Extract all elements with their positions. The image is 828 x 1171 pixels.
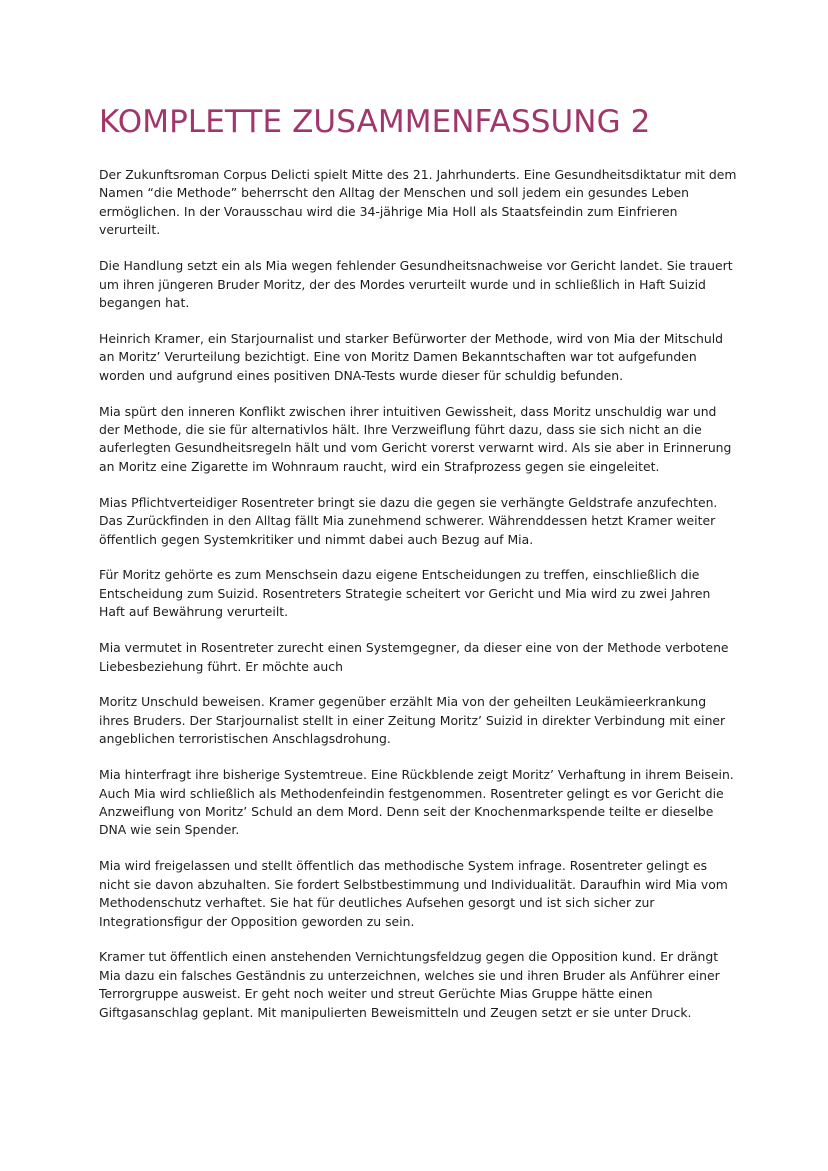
paragraph-6: Für Moritz gehörte es zum Menschsein dazu eigene Entscheidungen zu treffen, einschließlich die Entscheidung zum Suizid. Rosentreters Strategie scheitert vor Gericht und Mia wird zu zwei Jahren Haft auf Bewährung verurteilt. <box>99 567 711 620</box>
paragraph-9: Mia hinterfragt ihre bisherige Systemtreue. Eine Rückblende zeigt Moritz’ Verhaftung in ihrem Beisein. Auch Mia wird schließlich als Methodenfeindin festgenommen. Rosentreter gelingt es vor Gericht die Anzweiflung von Moritz’ Schuld an dem Mord. Denn seit der Knochenmarkspende teilte er dieselbe DNA wie sein Spender. <box>99 767 734 838</box>
paragraph-10: Mia wird freigelassen und stellt öffentlich das methodische System infrage. Rosentreter gelingt es nicht sie davon abzuhalten. Sie fordert Selbstbestimmung und Individualität. Daraufhin wird Mia vom Methodenschutz verhaftet. Sie hat für deutliches Aufsehen gesorgt und ist sich sicher zur Integrationsfigur der Opposition geworden zu sein. <box>99 858 728 929</box>
paragraph-1: Der Zukunftsroman Corpus Delicti spielt Mitte des 21. Jahrhunderts. Eine Gesundheitsdiktatur mit dem Namen “die Methode” beherrscht den Alltag der Menschen und soll jedem ein gesundes Leben ermöglichen. In der Vorausschau wird die 34-jährige Mia Holl als Staatsfeindin zum Einfrieren verurteilt. <box>99 167 737 238</box>
paragraph-4: Mia spürt den inneren Konflikt zwischen ihrer intuitiven Gewissheit, dass Moritz unschuldig war und der Methode, die sie für alternativlos hält. Ihre Verzweiflung führt dazu, dass sie sich nicht an die auferlegten Gesundheitsregeln hält und vom Gericht vorerst verwarnt wird. Als sie aber in Erinnerung an Moritz eine Zigarette im Wohnraum raucht, wird ein Strafprozess gegen sie eingeleitet. <box>99 403 732 474</box>
paragraph-8: Moritz Unschuld beweisen. Kramer gegenüber erzählt Mia von der geheilten Leukämieerkrankung ihres Bruders. Der Starjournalist stellt in einer Zeitung Moritz’ Suizid in direkter Verbindung mit einer angeblichen terroristischen Anschlagsdrohung. <box>99 694 726 747</box>
paragraph-11: Kramer tut öffentlich einen anstehenden Vernichtungsfeldzug gegen die Opposition kund. Er drängt Mia dazu ein falsches Geständnis zu unterzeichnen, welches sie und ihren Bruder als Anführer einer Terrorgruppe ausweist. Er geht noch weiter und streut Gerüchte Mias Gruppe hätte einen Giftgasanschlag geplant. Mit manipulierten Beweismitteln und Zeugen setzt er sie unter Druck. <box>99 949 720 1020</box>
paragraph-5: Mias Pflichtverteidiger Rosentreter bringt sie dazu die gegen sie verhängte Geldstrafe anzufechten. Das Zurückfinden in den Alltag fällt Mia zunehmend schwerer. Währenddessen hetzt Kramer weiter öffentlich gegen Systemkritiker und nimmt dabei auch Bezug auf Mia. <box>99 494 718 547</box>
document-title: KOMPLETTE ZUSAMMENFASSUNG 2 <box>99 104 651 140</box>
paragraph-7: Mia vermutet in Rosentreter zurecht einen Systemgegner, da dieser eine von der Methode verbotene Liebesbeziehung führt. Er möchte auch <box>99 640 729 674</box>
document-body <box>99 166 737 1040</box>
paragraph-2: Die Handlung setzt ein als Mia wegen fehlender Gesundheitsnachweise vor Gericht landet. Sie trauert um ihren jüngeren Bruder Moritz, der des Mordes verurteilt wurde und in schließlich in Haft Suizid begangen hat. <box>99 258 733 310</box>
paragraph-3: Heinrich Kramer, ein Starjournalist und starker Befürworter der Methode, wird von Mia der Mitschuld an Moritz’ Verurteilung bezichtigt. Eine von Moritz Damen Bekanntschaften war tot aufgefunden worden und aufgrund eines positiven DNA-Tests wurde dieser für schuldig befunden. <box>99 330 724 383</box>
